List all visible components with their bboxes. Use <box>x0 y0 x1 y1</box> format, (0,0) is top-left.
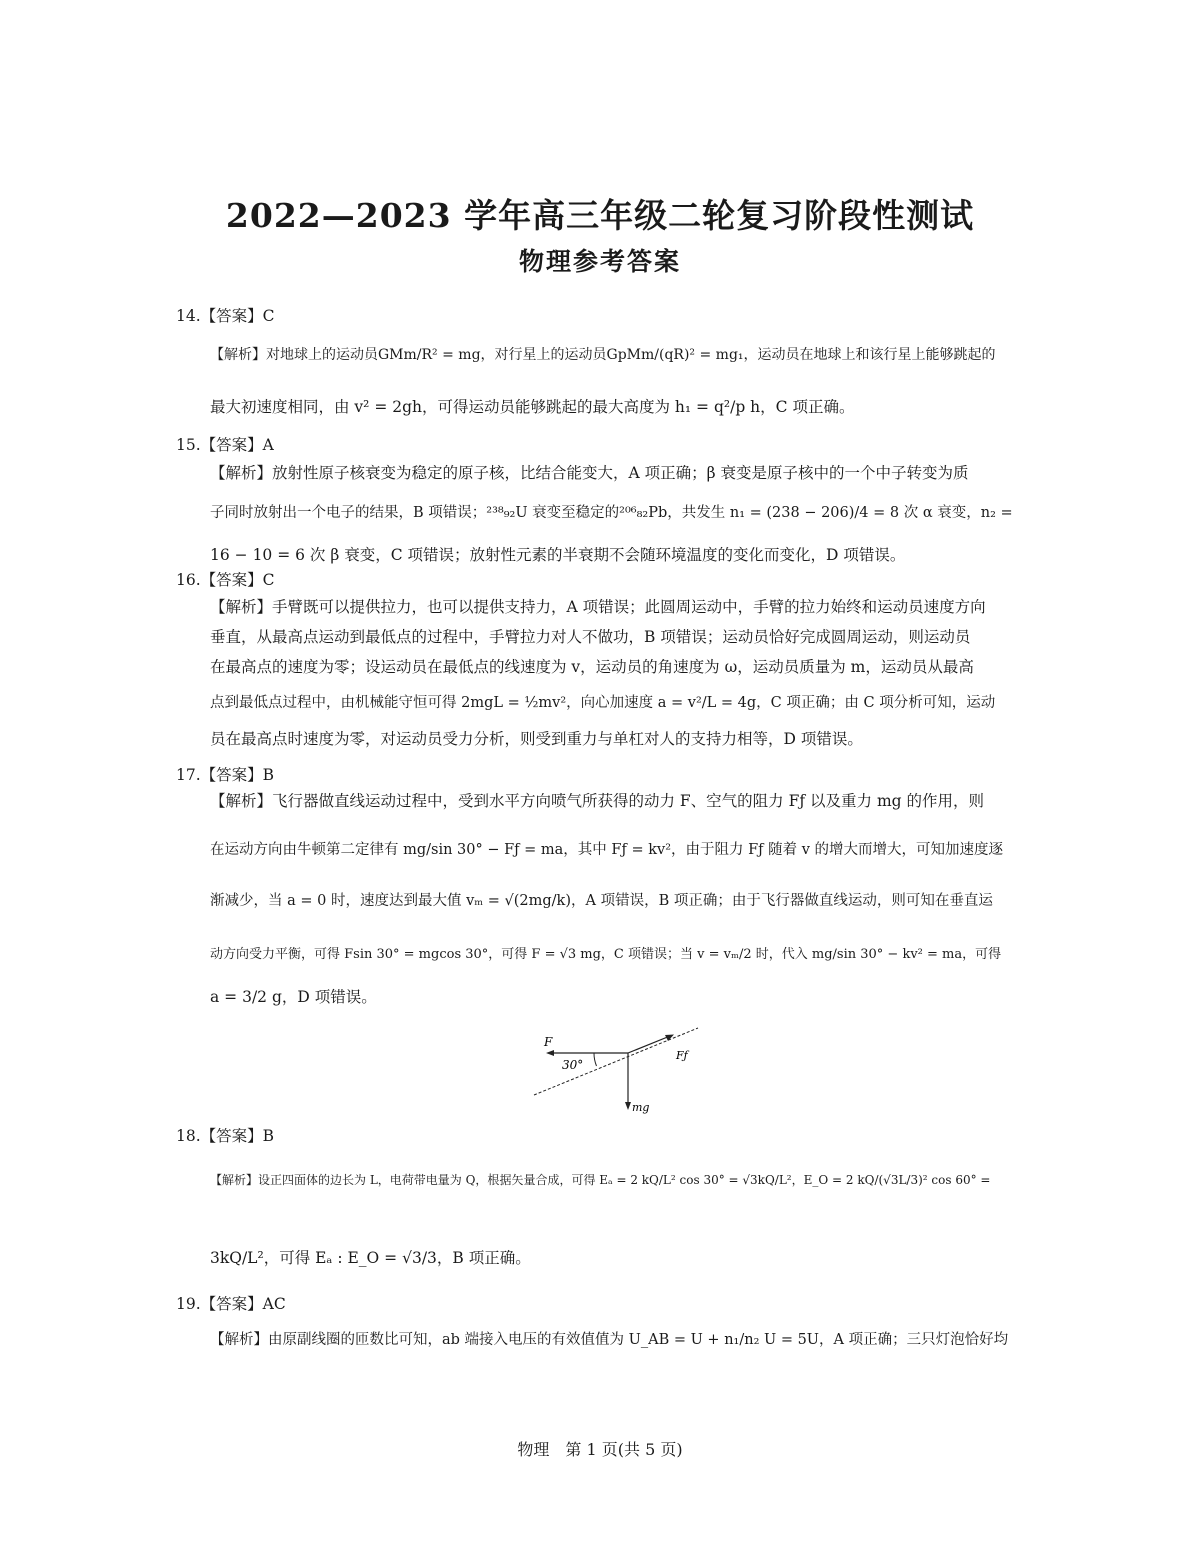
analysis-line: 子同时放射出一个电子的结果，B 项错误；²³⁸₉₂U 衰变至稳定的²⁰⁶₈₂Pb，共发生 n₁ = (238 − 206)/4 = 8 次 α 衰变，n₂ = <box>210 505 1013 521</box>
answer-line-15: 15.【答案】A <box>176 436 274 454</box>
answer-line-17: 17.【答案】B <box>176 766 275 784</box>
page-footer: 物理 第 1 页(共 5 页) <box>517 1440 683 1459</box>
analysis-line: 【解析】对地球上的运动员GMm/R² = mg，对行星上的运动员GpMm/(qR)² = mg₁，运动员在地球上和该行星上能够跳起的 <box>210 347 996 363</box>
analysis-line: 16 − 10 = 6 次 β 衰变，C 项错误；放射性元素的半衰期不会随环境温度的变化而变化，D 项错误。 <box>210 546 906 564</box>
analysis-16 <box>210 592 1018 754</box>
page-subtitle: 物理参考答案 <box>518 247 681 276</box>
analysis-19 <box>210 1325 1018 1355</box>
label-angle: 30° <box>562 1058 584 1072</box>
force-f-arrowhead <box>546 1050 554 1056</box>
label-mg: mg <box>632 1101 650 1114</box>
label-f: F <box>544 1035 553 1049</box>
analysis-line: 3kQ/L²，可得 Eₐ : E_O = √3/3，B 项正确。 <box>210 1249 531 1267</box>
analysis-line: 垂直，从最高点运动到最低点的过程中，手臂拉力对人不做功，B 项错误；运动员恰好完成圆周运动，则运动员 <box>210 628 971 646</box>
page-title: 2022—2023 学年高三年级二轮复习阶段性测试 <box>225 196 975 235</box>
analysis-line: 【解析】飞行器做直线运动过程中，受到水平方向喷气所获得的动力 F、空气的阻力 Fƒ 以及重力 mg 的作用，则 <box>210 792 985 810</box>
answer-line-19: 19.【答案】AC <box>176 1295 286 1313</box>
analysis-line: 点到最低点过程中，由机械能守恒可得 2mgL = ½mv²，向心加速度 a = v²/L = 4g，C 项正确；由 C 项分析可知，运动 <box>210 695 996 711</box>
incline-line <box>534 1028 698 1095</box>
force-mg-arrowhead <box>625 1102 631 1110</box>
analysis-15 <box>210 458 1018 570</box>
analysis-line: 【解析】设正四面体的边长为 L，电荷带电量为 Q，根据矢量合成，可得 Eₐ = 2 kQ/L² cos 30° = √3kQ/L²，E_O = 2 kQ/(√3L/3)² cos 60° = <box>210 1173 991 1187</box>
analysis-line: a = 3/2 g，D 项错误。 <box>210 988 377 1006</box>
analysis-line: 员在最高点时速度为零，对运动员受力分析，则受到重力与单杠对人的支持力相等，D 项错误。 <box>210 730 863 748</box>
label-ff: Fƒ <box>676 1049 688 1062</box>
analysis-line: 【解析】放射性原子核衰变为稳定的原子核，比结合能变大，A 项正确；β 衰变是原子核中的一个中子转变为质 <box>210 464 969 482</box>
analysis-line: 在最高点的速度为零；设运动员在最低点的线速度为 v，运动员的角速度为 ω，运动员质量为 m，运动员从最高 <box>210 658 974 676</box>
analysis-line: 【解析】由原副线圈的匝数比可知，ab 端接入电压的有效值值为 U_AB = U + n₁/n₂ U = 5U，A 项正确；三只灯泡恰好均 <box>210 1332 1009 1348</box>
analysis-14 <box>210 340 1018 422</box>
answer-line-14: 14.【答案】C <box>176 307 275 325</box>
analysis-line: 渐减少，当 a = 0 时，速度达到最大值 vₘ = √(2mg/k)，A 项错误，B 项正确；由于飞行器做直线运动，则可知在垂直运 <box>210 893 993 909</box>
analysis-17 <box>210 786 1018 1012</box>
answer-line-18: 18.【答案】B <box>176 1127 275 1145</box>
analysis-line: 动方向受力平衡，可得 Fsin 30° = mgcos 30°，可得 F = √3 mg，C 项错误；当 v = vₘ/2 时，代入 mg/sin 30° − kv² = ma，可得 <box>210 947 1002 962</box>
analysis-line: 【解析】手臂既可以提供拉力，也可以提供支持力，A 项错误；此圆周运动中，手臂的拉力始终和运动员速度方向 <box>210 598 986 616</box>
answer-line-16: 16.【答案】C <box>176 571 275 589</box>
force-diagram <box>520 1022 710 1117</box>
angle-arc <box>594 1053 597 1066</box>
force-ff-arrow <box>628 1036 670 1053</box>
analysis-line: 在运动方向由牛顿第二定律有 mg/sin 30° − Fƒ = ma，其中 Fƒ = kv²，由于阻力 Fƒ 随着 v 的增大而增大，可知加速度逐 <box>210 842 1004 858</box>
analysis-line: 最大初速度相同，由 v² = 2gh，可得运动员能够跳起的最大高度为 h₁ = q²/p h，C 项正确。 <box>210 398 855 416</box>
analysis-18 <box>210 1165 1018 1273</box>
